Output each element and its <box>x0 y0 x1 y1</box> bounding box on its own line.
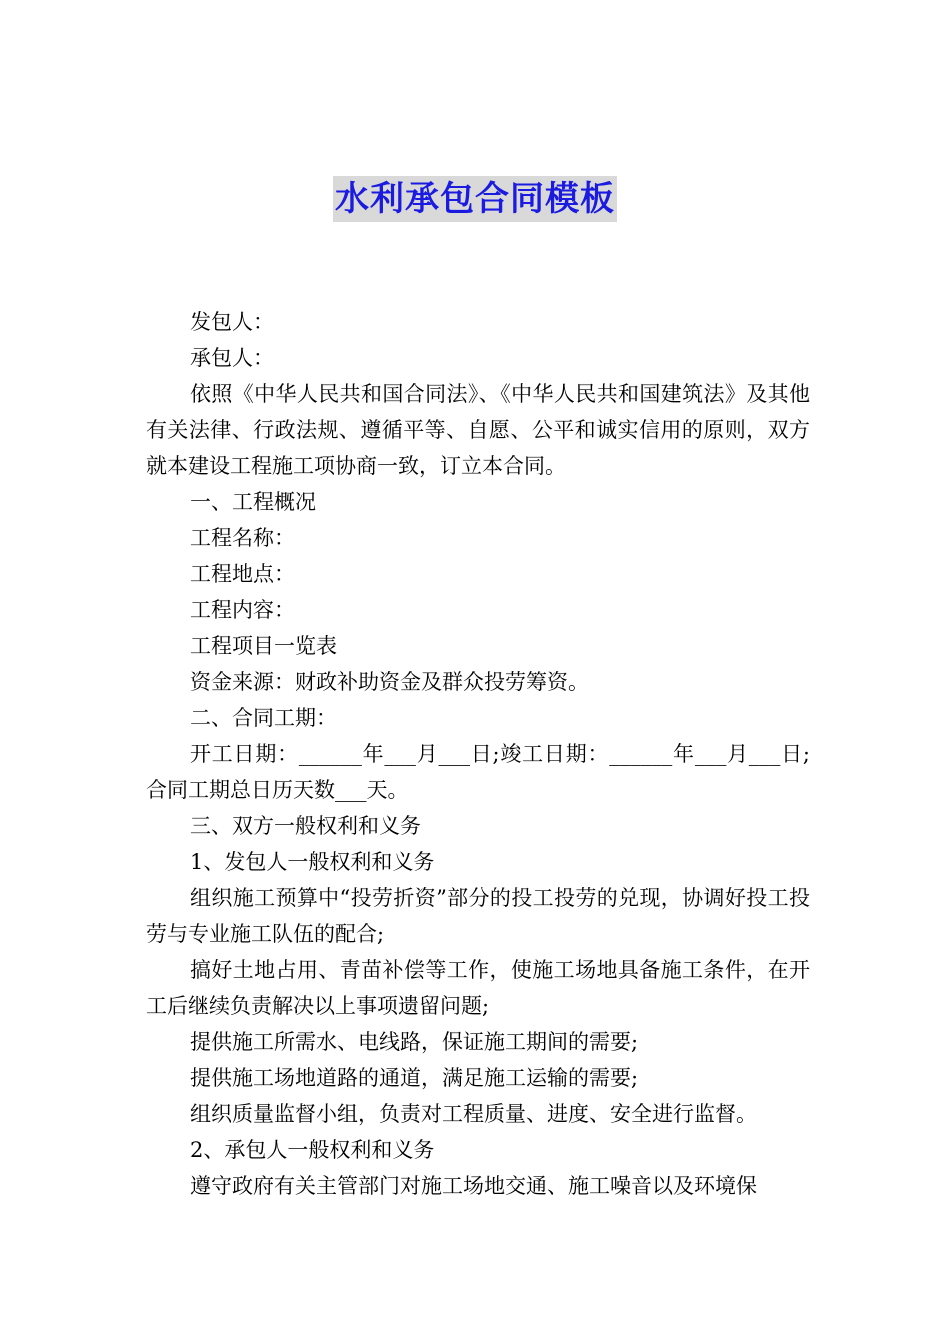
paragraph-legal-basis: 依照《中华人民共和国合同法》、《中华人民共和国建筑法》及其他有关法律、行政法规、遵循平等、自愿、公平和诚实信用的原则，双方就本建设工程施工项协商一致，订立本合同。 <box>146 382 810 478</box>
paragraph-employer-duty-4: 提供施工场地道路的通道，满足施工运输的需要; <box>190 1066 639 1090</box>
subsection-heading-employer: 1、发包人一般权利和义务 <box>190 850 435 874</box>
paragraph-funding-source: 资金来源：财政补助资金及群众投劳筹资。 <box>190 670 589 694</box>
paragraph-dates: 开工日期：______年___月___日;竣工日期：______年___月___日;合同工期总日历天数___天。 <box>146 742 810 802</box>
paragraph-project-location: 工程地点： <box>190 562 295 586</box>
section-heading-overview: 一、工程概况 <box>190 490 316 514</box>
title-wrap <box>0 176 950 222</box>
paragraph-project-content: 工程内容： <box>190 598 295 622</box>
paragraph-contractor-duty-1: 遵守政府有关主管部门对施工场地交通、施工噪音以及环境保 <box>190 1174 757 1198</box>
section-heading-rights: 三、双方一般权利和义务 <box>190 814 421 838</box>
paragraph-employer-duty-2: 搞好土地占用、青苗补偿等工作，使施工场地具备施工条件，在开工后继续负责解决以上事项遗留问题; <box>146 958 810 1018</box>
paragraph-employer-duty-1: 组织施工预算中“投劳折资”部分的投工投劳的兑现，协调好投工投劳与专业施工队伍的配合; <box>146 886 810 946</box>
paragraph-employer-duty-3: 提供施工所需水、电线路，保证施工期间的需要; <box>190 1030 639 1054</box>
section-heading-duration: 二、合同工期： <box>190 706 337 730</box>
paragraph-party-b: 承包人： <box>190 346 274 370</box>
paragraph-project-name: 工程名称： <box>190 526 295 550</box>
paragraph-employer-duty-5: 组织质量监督小组，负责对工程质量、进度、安全进行监督。 <box>190 1102 757 1126</box>
paragraph-party-a: 发包人： <box>190 310 274 334</box>
document-body <box>146 304 810 1204</box>
subsection-heading-contractor: 2、承包人一般权利和义务 <box>190 1138 435 1162</box>
document-title: 水利承包合同模板 <box>333 176 617 222</box>
paragraph-project-list: 工程项目一览表 <box>190 634 337 658</box>
